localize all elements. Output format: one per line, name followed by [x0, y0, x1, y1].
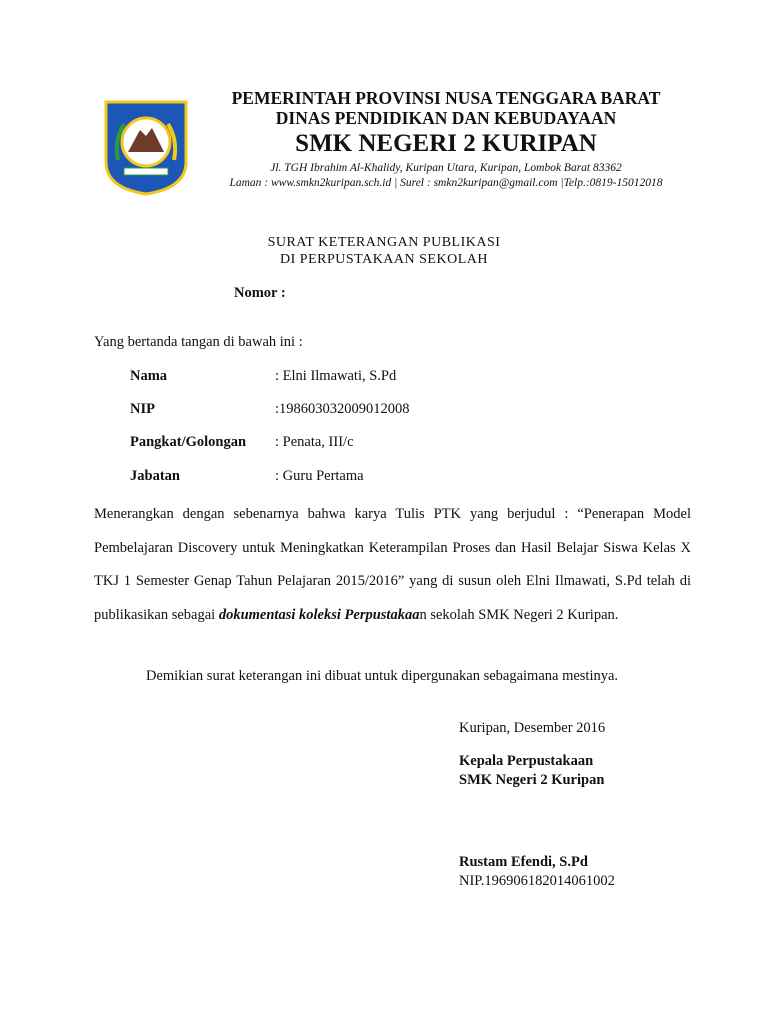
letterhead-address: Jl. TGH Ibrahim Al-Khalidy, Kuripan Utara, Kuripan, Lombok Barat 83362 [270, 162, 622, 174]
signature-position-1: Kepala Perpustakaan [459, 753, 594, 769]
field-label: Nama [130, 368, 168, 384]
nomor-label: Nomor : [234, 285, 286, 301]
letterhead-contacts: Laman : www.smkn2kuripan.sch.id | Surel : smkn2kuripan@gmail.com |Telp.:0819-15012018 [229, 177, 663, 189]
opening-line: Yang bertanda tangan di bawah ini : [94, 334, 303, 350]
field-value: : Penata, III/c [275, 434, 354, 450]
body-text-part-2: n sekolah SMK Negeri 2 Kuripan. [419, 606, 619, 623]
body-text-part-1: Menerangkan dengan sebenarnya bahwa karya Tulis PTK yang berjudul : “Penerapan Model Pembelajaran Discovery untuk Meningkatkan Keterampilan Proses dan Hasil Belajar Siswa Kelas X TKJ 1 Semester Genap Tahun Pelajaran 2015/2016” yang di susun oleh Elni Ilmawati, S.Pd telah di publikasikan sebagai [94, 506, 691, 623]
letterhead-government: PEMERINTAH PROVINSI NUSA TENGGARA BARAT [231, 88, 661, 108]
province-emblem-icon [104, 100, 188, 196]
field-value: :198603032009012008 [275, 401, 410, 417]
signature-place-date: Kuripan, Desember 2016 [459, 720, 606, 736]
document-title [0, 234, 768, 268]
signature-position-2: SMK Negeri 2 Kuripan [459, 772, 605, 788]
title-line-1: SURAT KETERANGAN PUBLIKASI [267, 235, 501, 250]
letterhead-department: DINAS PENDIDIKAN DAN KEBUDAYAAN [275, 108, 617, 128]
field-label: NIP [130, 401, 155, 417]
letterhead [196, 88, 696, 191]
signature-name: Rustam Efendi, S.Pd [459, 854, 588, 870]
closing-line: Demikian surat keterangan ini dibuat untuk dipergunakan sebagaimana mestinya. [146, 668, 619, 684]
logo-ribbon [124, 168, 168, 175]
body-paragraph [94, 498, 691, 632]
field-label: Jabatan [130, 468, 180, 484]
letterhead-school-name: SMK NEGERI 2 KURIPAN [295, 130, 597, 157]
field-value: : Elni Ilmawati, S.Pd [275, 368, 397, 384]
field-value: : Guru Pertama [275, 468, 364, 484]
title-line-2: DI PERPUSTAKAAN SEKOLAH [280, 252, 488, 267]
body-emphasis: dokumentasi koleksi Perpustakaa [218, 606, 420, 623]
field-label: Pangkat/Golongan [130, 434, 247, 450]
signature-nip: NIP.196906182014061002 [459, 873, 615, 889]
